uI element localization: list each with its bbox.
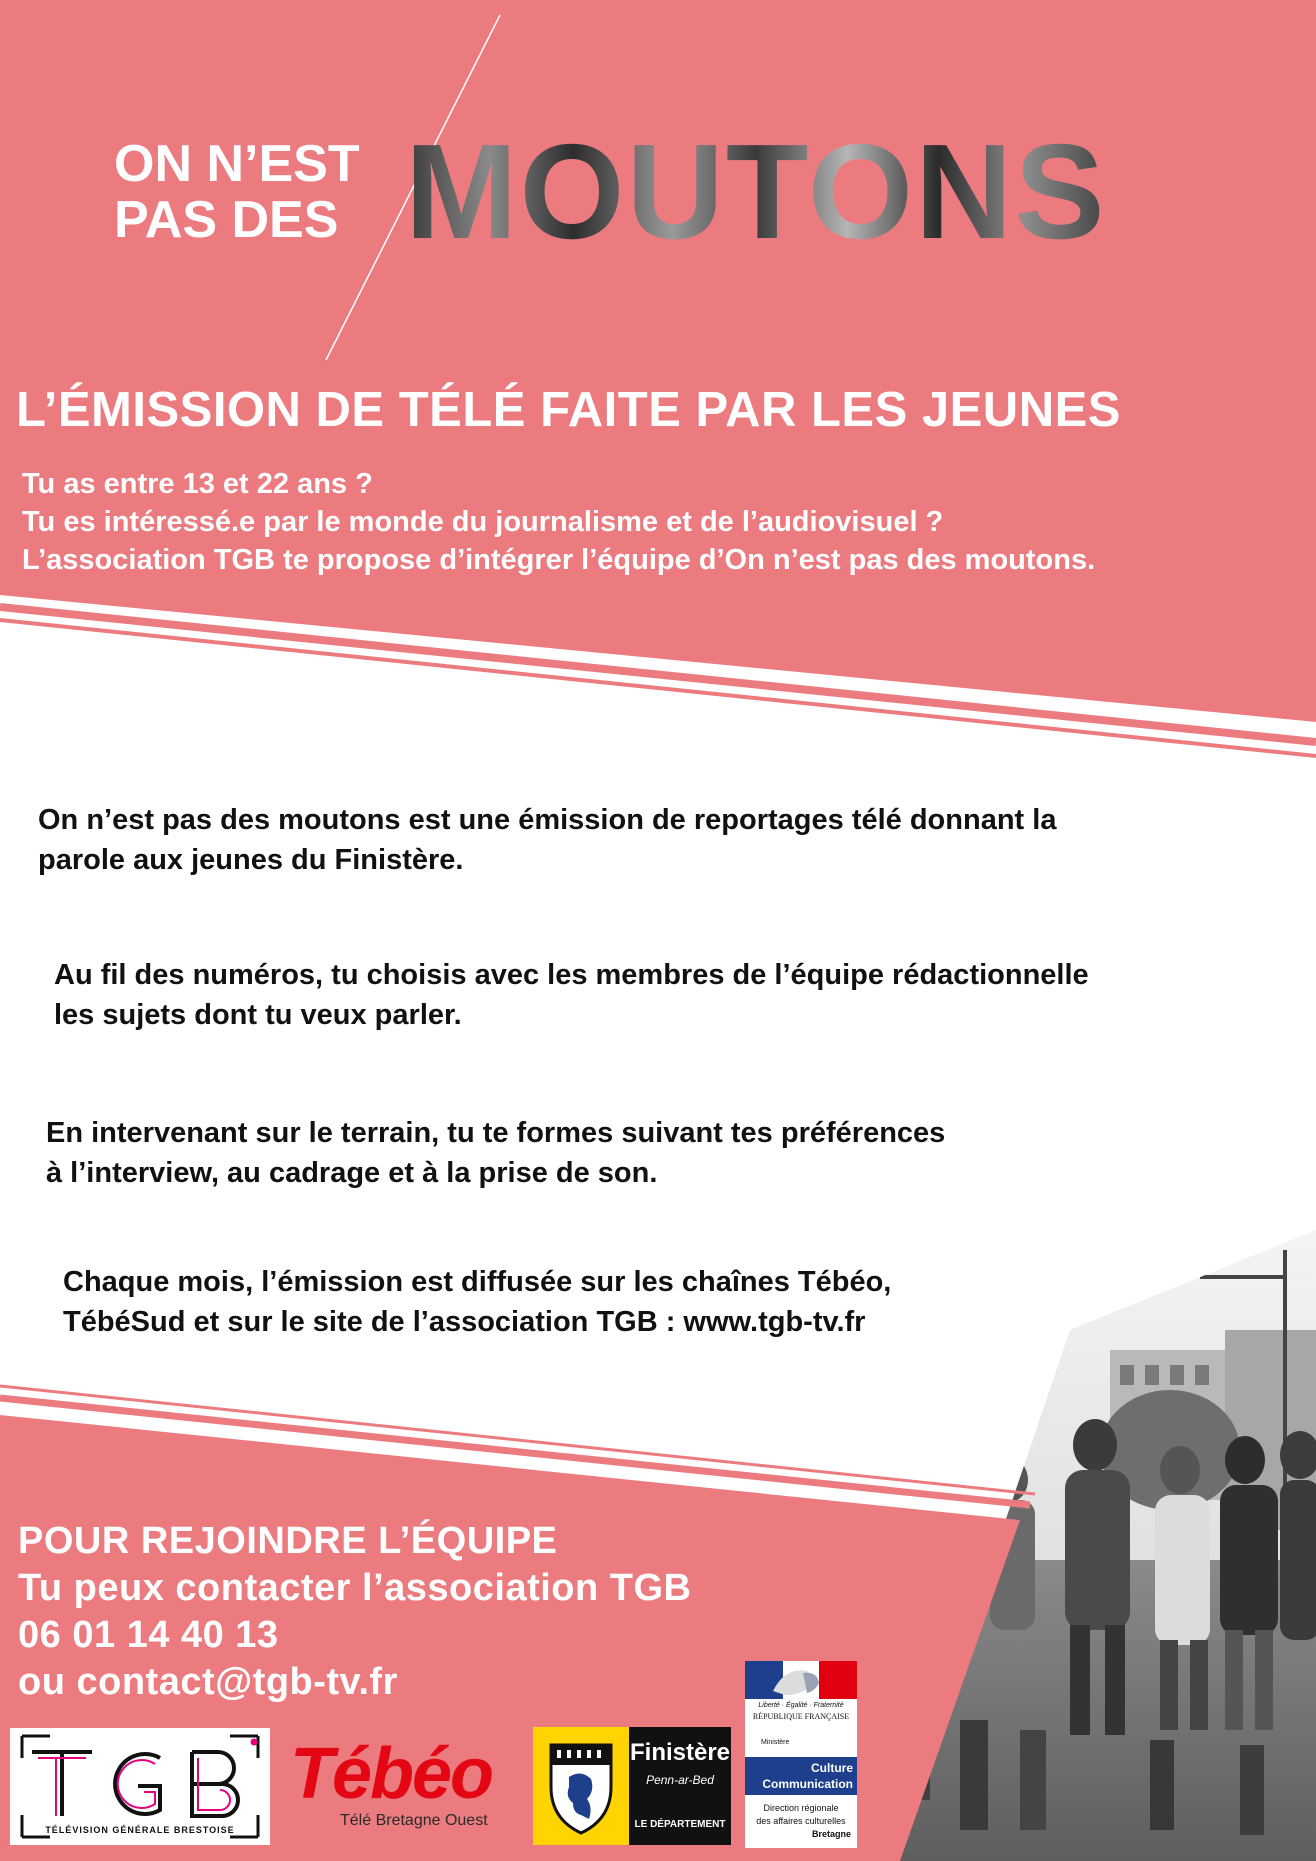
ministere-communication: Communication [762,1777,853,1791]
paragraph-line: les sujets dont tu veux parler. [54,999,462,1031]
paragraph-line: Au fil des numéros, tu choisis avec les membres de l’équipe rédactionnelle [54,959,1089,991]
paragraph-line: Chaque mois, l’émission est diffusée sur les chaînes Tébéo, [63,1266,892,1298]
title-small-block [114,136,360,248]
finistere-name: Finistère [629,1739,731,1766]
finistere-shield [533,1727,629,1845]
paragraph-line: On n’est pas des moutons est une émission de reportages télé donnant la [38,804,1057,836]
intro-line: Tu es intéressé.e par le monde du journalisme et de l’audiovisuel ? [22,506,944,538]
ministere-label: Ministère [761,1739,790,1746]
intro-block [22,465,1095,579]
ministere-republic: RÉPUBLIQUE FRANÇAISE [752,1712,850,1721]
contact-title: POUR REJOINDRE L’ÉQUIPE [18,1520,558,1562]
intro-line: L’association TGB te propose d’intégrer l’équipe d’On n’est pas des moutons. [22,544,1096,576]
contact-phone[interactable]: 06 01 14 40 13 [18,1614,279,1656]
tebeo-logo [290,1734,520,1838]
paragraph-4 [63,1262,891,1342]
title-big-word: MOUTONS [405,116,1107,267]
lion-icon [533,1727,629,1845]
paragraph-line: TébéSud et sur le site de l’association TGB : www.tgb-tv.fr [63,1306,866,1338]
paragraph-line: En intervenant sur le terrain, tu te formes suivant tes préférences [46,1117,946,1149]
paragraph-2 [54,955,1089,1035]
contact-email[interactable]: ou contact@tgb-tv.fr [18,1661,398,1703]
ministere-motto: Liberté · Égalité · Fraternité [758,1702,844,1709]
contact-line: Tu peux contacter l’association TGB [18,1567,692,1609]
ministere-drac-1: Direction régionale [763,1803,839,1813]
marianne-icon [745,1661,857,1699]
paragraph-1 [38,800,1056,880]
paragraph-line: parole aux jeunes du Finistère. [38,844,464,876]
title-line-2: PAS DES [114,191,339,249]
headline: L’ÉMISSION DE TÉLÉ FAITE PAR LES JEUNES [16,383,1121,437]
ministere-culture: Culture [811,1761,853,1775]
finistere-logo [533,1727,731,1845]
finistere-sub: Penn-ar-Bed [646,1773,714,1787]
top-pink-banner [0,0,1316,722]
tebeo-wordmark: Tébéo [290,1734,493,1814]
finistere-caption: LE DÉPARTEMENT [634,1819,726,1830]
tgb-caption: TÉLÉVISION GÉNÉRALE BRESTOISE [45,1825,235,1835]
ministere-drac-2: des affaires culturelles [756,1816,846,1826]
title-line-1: ON N’EST [114,135,360,193]
intro-line: Tu as entre 13 et 22 ans ? [22,468,373,500]
tgb-logo [10,1728,270,1845]
ministere-blue-band [745,1757,857,1795]
contact-block [18,1518,691,1706]
ministere-drac-3: Bretagne [811,1829,851,1839]
paragraph-3 [46,1113,945,1193]
paragraph-line: à l’interview, au cadrage et à la prise de son. [46,1157,658,1189]
ministere-logo [745,1661,857,1848]
tebeo-caption: Télé Bretagne Ouest [340,1812,488,1829]
